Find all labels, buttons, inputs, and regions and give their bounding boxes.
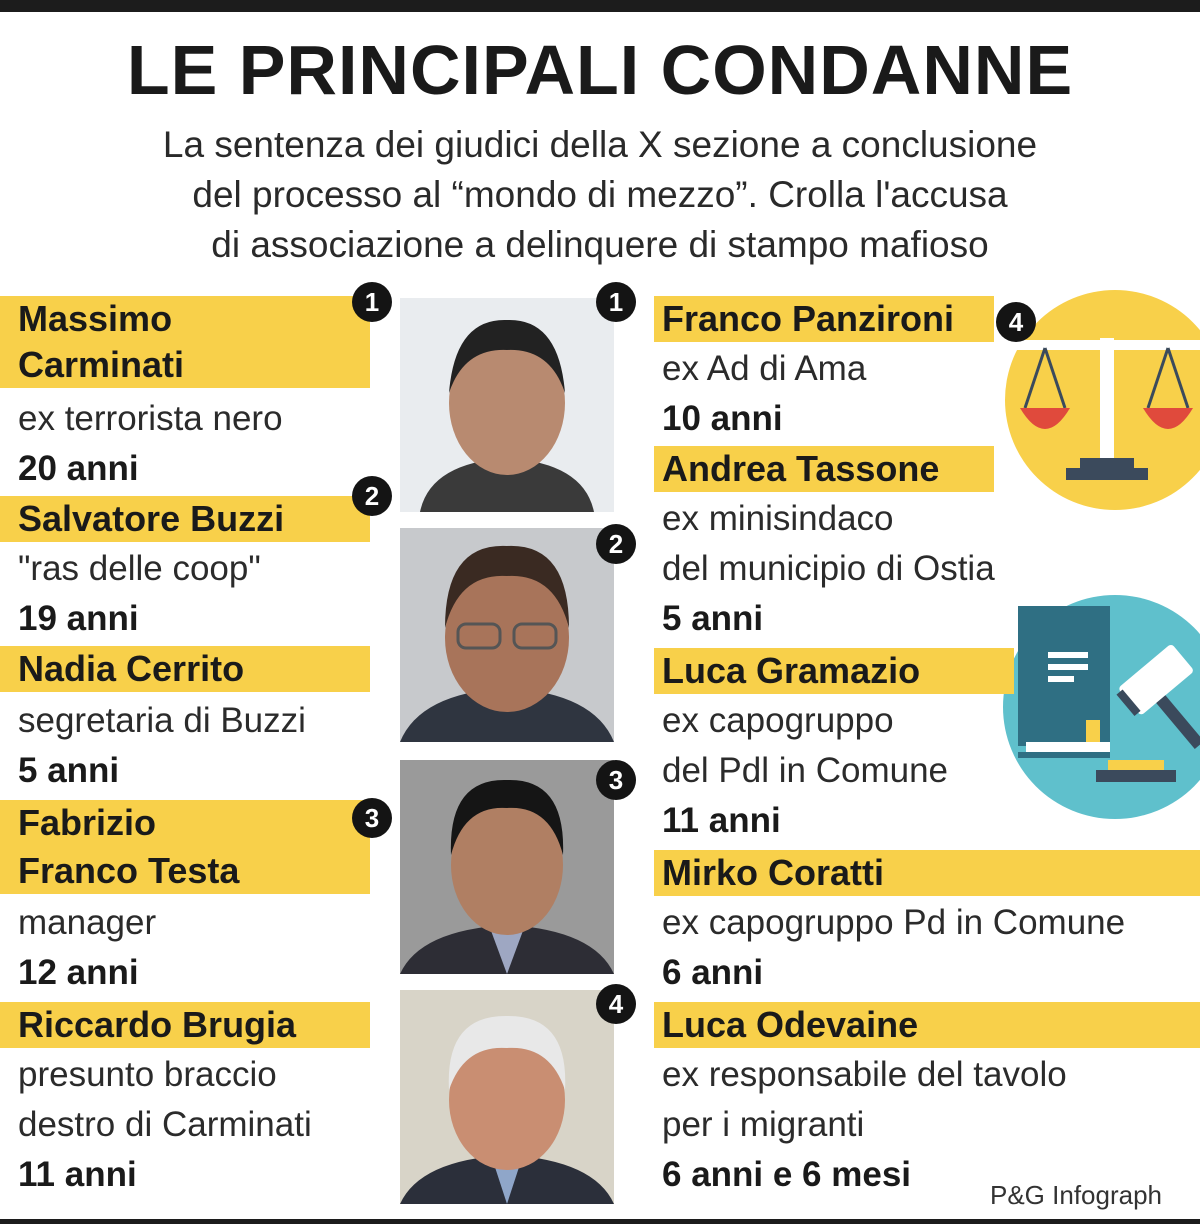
photo-number-badge: 4	[596, 984, 636, 1024]
description: segretaria di Buzzi	[18, 701, 306, 740]
subtitle-line: di associazione a delinquere di stampo mafioso	[211, 224, 989, 265]
portrait-photo	[400, 298, 614, 512]
description: per i migranti	[662, 1105, 865, 1144]
description: ex Ad di Ama	[662, 349, 867, 388]
description: manager	[18, 903, 157, 942]
name-highlight-odevaine	[654, 1002, 1200, 1048]
subtitle-line: La sentenza dei giudici della X sezione a conclusione	[162, 124, 1038, 165]
description: ex minisindaco	[662, 499, 894, 538]
subtitle-line: del processo al “mondo di mezzo”. Crolla l'accusa	[192, 174, 1008, 215]
sentence-years: 11 anni	[662, 801, 781, 840]
number-badge: 3	[352, 798, 392, 838]
page-title: LE PRINCIPALI CONDANNE	[126, 31, 1074, 109]
name-line: Luca Gramazio	[662, 650, 921, 691]
name-line: Salvatore Buzzi	[18, 498, 285, 539]
description: destro di Carminati	[18, 1105, 312, 1144]
sentence-years: 11 anni	[18, 1155, 137, 1194]
sentence-years: 10 anni	[662, 399, 783, 438]
name-line: Franco Testa	[18, 850, 240, 891]
photo-number-badge: 2	[596, 524, 636, 564]
name-line: Massimo	[18, 298, 173, 339]
name-line: Andrea Tassone	[662, 448, 940, 489]
description: del Pdl in Comune	[662, 751, 948, 790]
top-rule	[0, 0, 1200, 12]
number-badge: 1	[352, 282, 392, 322]
name-line: Carminati	[18, 344, 185, 385]
portrait-photo	[400, 990, 614, 1204]
number-badge: 4	[996, 302, 1036, 342]
subtitle	[0, 120, 1200, 270]
portrait-silhouette-icon	[400, 528, 614, 742]
sentence-years: 12 anni	[18, 953, 139, 992]
name-line: Luca Odevaine	[662, 1004, 919, 1045]
photo-number-badge: 3	[596, 760, 636, 800]
description: "ras delle coop"	[18, 549, 261, 588]
name-line: Franco Panzironi	[662, 298, 955, 339]
sentence-years: 19 anni	[18, 599, 139, 638]
name-highlight-testa	[0, 800, 370, 894]
portrait-photo	[400, 528, 614, 742]
number-badge: 2	[352, 476, 392, 516]
sentence-years: 5 anni	[662, 599, 764, 638]
description: del municipio di Ostia	[662, 549, 995, 588]
description: presunto braccio	[18, 1055, 277, 1094]
sentence-years: 20 anni	[18, 449, 139, 488]
sentence-years: 6 anni e 6 mesi	[662, 1155, 912, 1194]
name-highlight-coratti	[654, 850, 1200, 896]
name-highlight-carminati	[0, 296, 370, 388]
description: ex responsabile del tavolo	[662, 1055, 1067, 1094]
portrait-silhouette-icon	[400, 760, 614, 974]
name-highlight-cerrito	[0, 646, 370, 692]
description: ex capogruppo Pd in Comune	[662, 903, 1126, 942]
description: ex capogruppo	[662, 701, 894, 740]
portrait-silhouette-icon	[400, 298, 614, 512]
name-highlight-gramazio	[654, 648, 1014, 694]
name-highlight-buzzi	[0, 496, 370, 542]
description: ex terrorista nero	[18, 399, 283, 438]
photo-number-badge: 1	[596, 282, 636, 322]
name-highlight-panzironi	[654, 296, 994, 342]
sentence-years: 5 anni	[18, 751, 120, 790]
bottom-rule	[0, 1219, 1200, 1224]
law-book-gavel-icon	[1000, 592, 1200, 822]
name-line: Nadia Cerrito	[18, 648, 245, 689]
name-line: Mirko Coratti	[662, 852, 885, 893]
sentence-years: 6 anni	[662, 953, 764, 992]
portrait-silhouette-icon	[400, 990, 614, 1204]
name-highlight-tassone	[654, 446, 994, 492]
name-highlight-brugia	[0, 1002, 370, 1048]
name-line: Fabrizio	[18, 802, 157, 843]
portrait-photo	[400, 760, 614, 974]
credit-line: P&G Infograph	[990, 1180, 1162, 1210]
name-line: Riccardo Brugia	[18, 1004, 297, 1045]
